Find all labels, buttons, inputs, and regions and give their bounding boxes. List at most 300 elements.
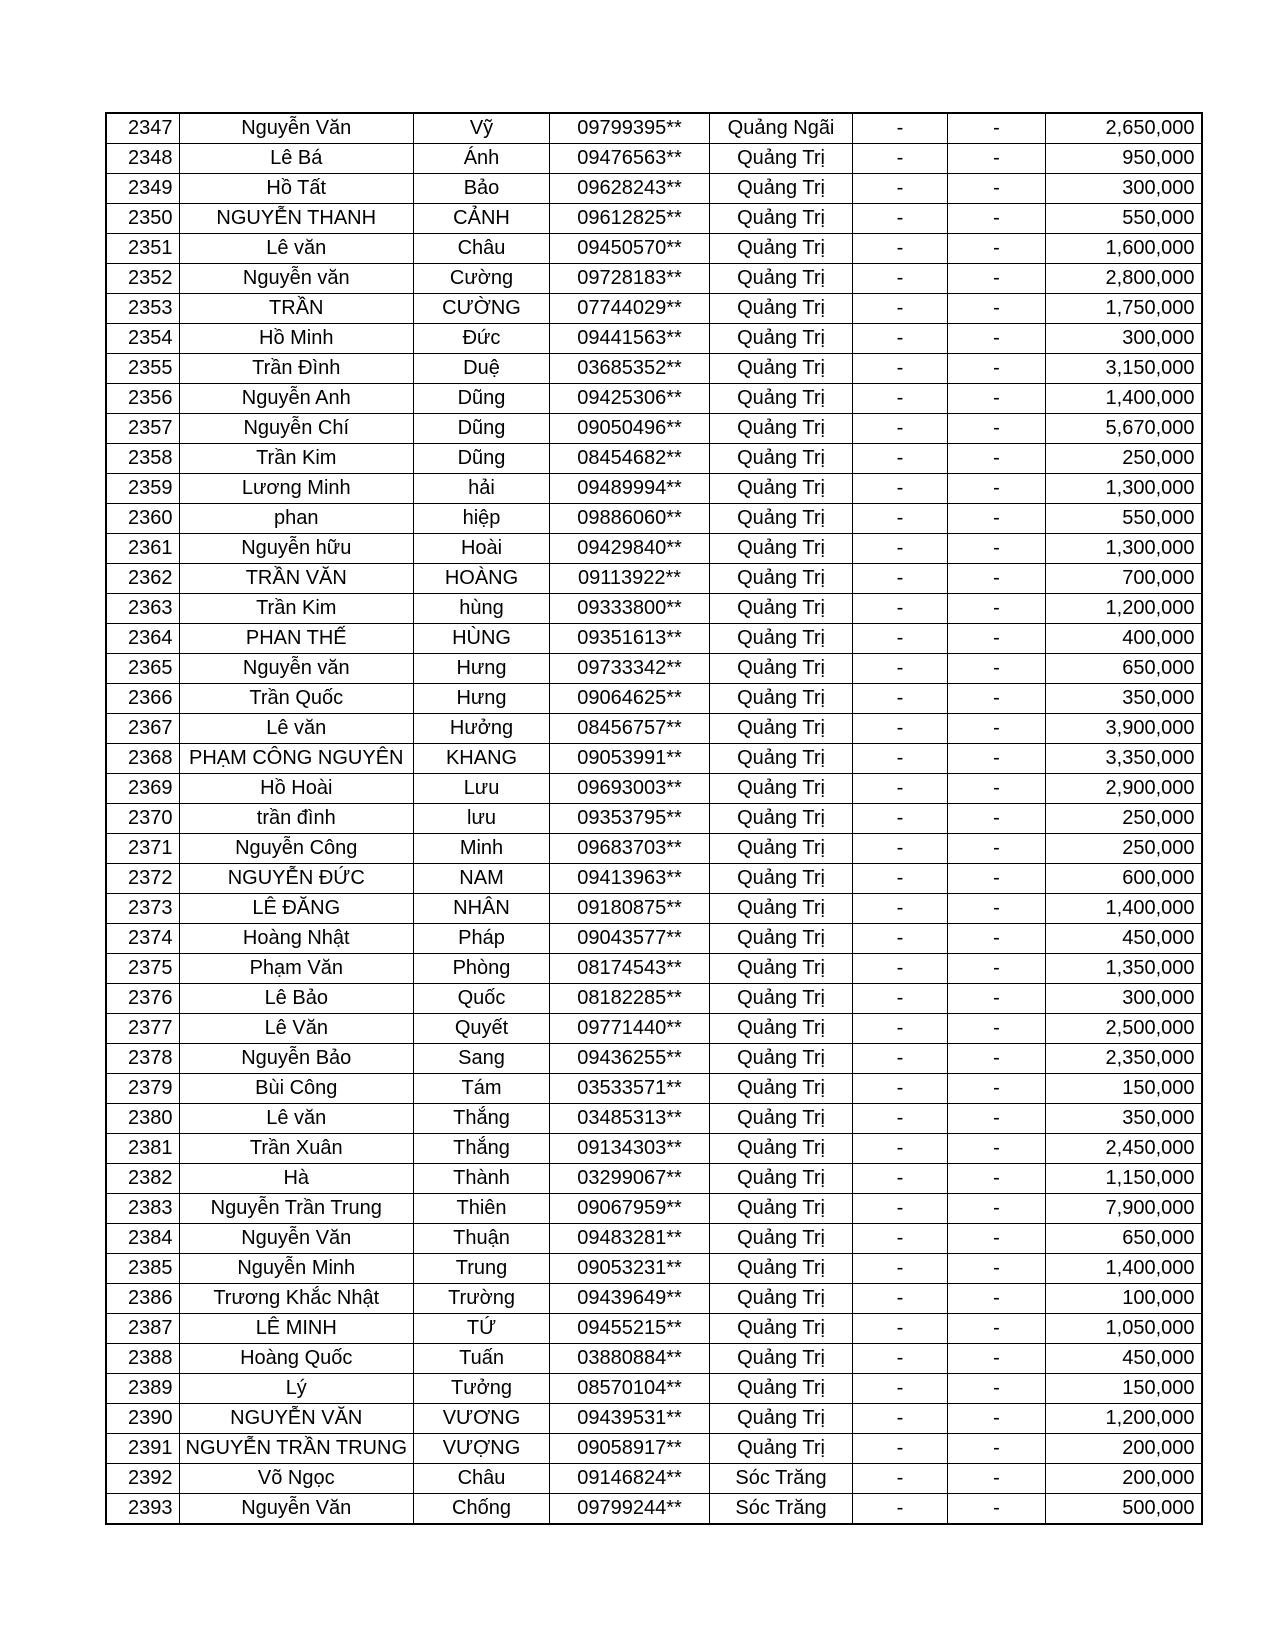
empty-column-a-cell: - <box>853 624 948 654</box>
row-number-cell: 2349 <box>106 174 179 204</box>
row-number-cell: 2391 <box>106 1434 179 1464</box>
table-row <box>106 954 1202 984</box>
given-name-cell: CẢNH <box>414 204 550 234</box>
last-middle-name-cell: Bùi Công <box>179 1074 414 1104</box>
province-cell: Quảng Trị <box>710 774 853 804</box>
empty-column-b-cell: - <box>948 294 1046 324</box>
given-name-cell: Hưởng <box>414 714 550 744</box>
row-number-cell: 2347 <box>106 113 179 144</box>
phone-number-cell: 09425306** <box>550 384 710 414</box>
province-cell: Quảng Trị <box>710 744 853 774</box>
last-middle-name-cell: Nguyễn Công <box>179 834 414 864</box>
given-name-cell: hiệp <box>414 504 550 534</box>
table-row <box>106 624 1202 654</box>
row-number-cell: 2369 <box>106 774 179 804</box>
amount-cell: 100,000 <box>1046 1284 1202 1314</box>
table-row <box>106 594 1202 624</box>
given-name-cell: Châu <box>414 1464 550 1494</box>
province-cell: Quảng Trị <box>710 714 853 744</box>
phone-number-cell: 09439531** <box>550 1404 710 1434</box>
empty-column-b-cell: - <box>948 1464 1046 1494</box>
given-name-cell: KHANG <box>414 744 550 774</box>
empty-column-a-cell: - <box>853 264 948 294</box>
empty-column-a-cell: - <box>853 654 948 684</box>
row-number-cell: 2368 <box>106 744 179 774</box>
province-cell: Quảng Trị <box>710 1014 853 1044</box>
row-number-cell: 2373 <box>106 894 179 924</box>
phone-number-cell: 09450570** <box>550 234 710 264</box>
row-number-cell: 2355 <box>106 354 179 384</box>
empty-column-b-cell: - <box>948 1134 1046 1164</box>
phone-number-cell: 09476563** <box>550 144 710 174</box>
table-row <box>106 924 1202 954</box>
empty-column-b-cell: - <box>948 1314 1046 1344</box>
empty-column-b-cell: - <box>948 1254 1046 1284</box>
empty-column-a-cell: - <box>853 684 948 714</box>
row-number-cell: 2359 <box>106 474 179 504</box>
province-cell: Quảng Trị <box>710 1344 853 1374</box>
empty-column-a-cell: - <box>853 774 948 804</box>
empty-column-a-cell: - <box>853 234 948 264</box>
given-name-cell: Minh <box>414 834 550 864</box>
phone-number-cell: 09429840** <box>550 534 710 564</box>
given-name-cell: Dũng <box>414 384 550 414</box>
amount-cell: 7,900,000 <box>1046 1194 1202 1224</box>
amount-cell: 1,600,000 <box>1046 234 1202 264</box>
phone-number-cell: 09693003** <box>550 774 710 804</box>
phone-number-cell: 09067959** <box>550 1194 710 1224</box>
given-name-cell: TỨ <box>414 1314 550 1344</box>
last-middle-name-cell: Hoàng Nhật <box>179 924 414 954</box>
table-row <box>106 1164 1202 1194</box>
province-cell: Quảng Trị <box>710 1134 853 1164</box>
province-cell: Quảng Trị <box>710 264 853 294</box>
empty-column-a-cell: - <box>853 1014 948 1044</box>
given-name-cell: Vỹ <box>414 113 550 144</box>
amount-cell: 5,670,000 <box>1046 414 1202 444</box>
empty-column-b-cell: - <box>948 864 1046 894</box>
row-number-cell: 2366 <box>106 684 179 714</box>
table-row <box>106 894 1202 924</box>
given-name-cell: Tưởng <box>414 1374 550 1404</box>
empty-column-b-cell: - <box>948 204 1046 234</box>
province-cell: Quảng Trị <box>710 654 853 684</box>
table-row <box>106 174 1202 204</box>
row-number-cell: 2375 <box>106 954 179 984</box>
last-middle-name-cell: trần đình <box>179 804 414 834</box>
row-number-cell: 2378 <box>106 1044 179 1074</box>
table-row <box>106 1284 1202 1314</box>
last-middle-name-cell: Trần Xuân <box>179 1134 414 1164</box>
last-middle-name-cell: Lương Minh <box>179 474 414 504</box>
given-name-cell: Quyết <box>414 1014 550 1044</box>
last-middle-name-cell: Lê Bảo <box>179 984 414 1014</box>
given-name-cell: Cường <box>414 264 550 294</box>
row-number-cell: 2361 <box>106 534 179 564</box>
given-name-cell: Pháp <box>414 924 550 954</box>
phone-number-cell: 08570104** <box>550 1374 710 1404</box>
amount-cell: 550,000 <box>1046 504 1202 534</box>
province-cell: Quảng Trị <box>710 864 853 894</box>
table-row <box>106 984 1202 1014</box>
table-row <box>106 113 1202 144</box>
province-cell: Quảng Trị <box>710 144 853 174</box>
last-middle-name-cell: Lý <box>179 1374 414 1404</box>
empty-column-b-cell: - <box>948 1044 1046 1074</box>
empty-column-a-cell: - <box>853 1344 948 1374</box>
row-number-cell: 2379 <box>106 1074 179 1104</box>
empty-column-b-cell: - <box>948 594 1046 624</box>
row-number-cell: 2367 <box>106 714 179 744</box>
amount-cell: 1,050,000 <box>1046 1314 1202 1344</box>
phone-number-cell: 09064625** <box>550 684 710 714</box>
phone-number-cell: 03685352** <box>550 354 710 384</box>
empty-column-b-cell: - <box>948 1224 1046 1254</box>
empty-column-b-cell: - <box>948 984 1046 1014</box>
phone-number-cell: 09455215** <box>550 1314 710 1344</box>
given-name-cell: Thắng <box>414 1134 550 1164</box>
empty-column-b-cell: - <box>948 113 1046 144</box>
last-middle-name-cell: Nguyễn Văn <box>179 113 414 144</box>
phone-number-cell: 09050496** <box>550 414 710 444</box>
empty-column-a-cell: - <box>853 804 948 834</box>
empty-column-a-cell: - <box>853 174 948 204</box>
last-middle-name-cell: Hồ Hoài <box>179 774 414 804</box>
table-row <box>106 384 1202 414</box>
table-row <box>106 504 1202 534</box>
empty-column-a-cell: - <box>853 294 948 324</box>
empty-column-b-cell: - <box>948 444 1046 474</box>
province-cell: Quảng Trị <box>710 1434 853 1464</box>
phone-number-cell: 09413963** <box>550 864 710 894</box>
phone-number-cell: 09771440** <box>550 1014 710 1044</box>
row-number-cell: 2371 <box>106 834 179 864</box>
amount-cell: 350,000 <box>1046 684 1202 714</box>
last-middle-name-cell: Phạm Văn <box>179 954 414 984</box>
table-row <box>106 1044 1202 1074</box>
province-cell: Quảng Trị <box>710 1044 853 1074</box>
last-middle-name-cell: Nguyễn Chí <box>179 414 414 444</box>
row-number-cell: 2376 <box>106 984 179 1014</box>
amount-cell: 150,000 <box>1046 1374 1202 1404</box>
amount-cell: 250,000 <box>1046 834 1202 864</box>
empty-column-a-cell: - <box>853 1314 948 1344</box>
empty-column-b-cell: - <box>948 654 1046 684</box>
last-middle-name-cell: Nguyễn Anh <box>179 384 414 414</box>
phone-number-cell: 09683703** <box>550 834 710 864</box>
empty-column-a-cell: - <box>853 1224 948 1254</box>
last-middle-name-cell: Trần Kim <box>179 444 414 474</box>
last-middle-name-cell: phan <box>179 504 414 534</box>
empty-column-a-cell: - <box>853 1464 948 1494</box>
last-middle-name-cell: Nguyễn Văn <box>179 1224 414 1254</box>
province-cell: Quảng Ngãi <box>710 113 853 144</box>
amount-cell: 1,750,000 <box>1046 294 1202 324</box>
given-name-cell: Sang <box>414 1044 550 1074</box>
empty-column-b-cell: - <box>948 504 1046 534</box>
province-cell: Quảng Trị <box>710 924 853 954</box>
table-row <box>106 1104 1202 1134</box>
given-name-cell: Trung <box>414 1254 550 1284</box>
table-row <box>106 1494 1202 1525</box>
table-row <box>106 1464 1202 1494</box>
given-name-cell: Duệ <box>414 354 550 384</box>
phone-number-cell: 09351613** <box>550 624 710 654</box>
row-number-cell: 2386 <box>106 1284 179 1314</box>
phone-number-cell: 09436255** <box>550 1044 710 1074</box>
province-cell: Quảng Trị <box>710 504 853 534</box>
empty-column-a-cell: - <box>853 894 948 924</box>
empty-column-a-cell: - <box>853 204 948 234</box>
given-name-cell: Hưng <box>414 654 550 684</box>
last-middle-name-cell: Nguyễn văn <box>179 654 414 684</box>
row-number-cell: 2380 <box>106 1104 179 1134</box>
table-row <box>106 1344 1202 1374</box>
phone-number-cell: 09728183** <box>550 264 710 294</box>
empty-column-b-cell: - <box>948 1284 1046 1314</box>
row-number-cell: 2388 <box>106 1344 179 1374</box>
empty-column-a-cell: - <box>853 1404 948 1434</box>
amount-cell: 350,000 <box>1046 1104 1202 1134</box>
province-cell: Quảng Trị <box>710 354 853 384</box>
amount-cell: 3,900,000 <box>1046 714 1202 744</box>
amount-cell: 650,000 <box>1046 1224 1202 1254</box>
empty-column-a-cell: - <box>853 714 948 744</box>
row-number-cell: 2387 <box>106 1314 179 1344</box>
province-cell: Quảng Trị <box>710 324 853 354</box>
amount-cell: 400,000 <box>1046 624 1202 654</box>
empty-column-a-cell: - <box>853 1044 948 1074</box>
last-middle-name-cell: NGUYỄN THANH <box>179 204 414 234</box>
empty-column-a-cell: - <box>853 444 948 474</box>
province-cell: Quảng Trị <box>710 1374 853 1404</box>
table-row <box>106 1404 1202 1434</box>
amount-cell: 450,000 <box>1046 1344 1202 1374</box>
row-number-cell: 2357 <box>106 414 179 444</box>
empty-column-b-cell: - <box>948 384 1046 414</box>
table-row <box>106 1014 1202 1044</box>
given-name-cell: Bảo <box>414 174 550 204</box>
phone-number-cell: 09353795** <box>550 804 710 834</box>
row-number-cell: 2370 <box>106 804 179 834</box>
last-middle-name-cell: PHẠM CÔNG NGUYÊN <box>179 744 414 774</box>
province-cell: Quảng Trị <box>710 624 853 654</box>
amount-cell: 1,400,000 <box>1046 384 1202 414</box>
table-row <box>106 1434 1202 1464</box>
given-name-cell: Thiên <box>414 1194 550 1224</box>
phone-number-cell: 09053231** <box>550 1254 710 1284</box>
last-middle-name-cell: Hồ Tất <box>179 174 414 204</box>
last-middle-name-cell: LÊ MINH <box>179 1314 414 1344</box>
row-number-cell: 2351 <box>106 234 179 264</box>
row-number-cell: 2352 <box>106 264 179 294</box>
phone-number-cell: 09053991** <box>550 744 710 774</box>
row-number-cell: 2393 <box>106 1494 179 1525</box>
phone-number-cell: 08456757** <box>550 714 710 744</box>
empty-column-a-cell: - <box>853 384 948 414</box>
table-row <box>106 1224 1202 1254</box>
table-row <box>106 564 1202 594</box>
row-number-cell: 2358 <box>106 444 179 474</box>
amount-cell: 3,350,000 <box>1046 744 1202 774</box>
empty-column-b-cell: - <box>948 474 1046 504</box>
given-name-cell: VƯỢNG <box>414 1434 550 1464</box>
phone-number-cell: 09799395** <box>550 113 710 144</box>
given-name-cell: Hưng <box>414 684 550 714</box>
amount-cell: 250,000 <box>1046 804 1202 834</box>
phone-number-cell: 09058917** <box>550 1434 710 1464</box>
amount-cell: 150,000 <box>1046 1074 1202 1104</box>
province-cell: Quảng Trị <box>710 1164 853 1194</box>
given-name-cell: Tám <box>414 1074 550 1104</box>
given-name-cell: Thành <box>414 1164 550 1194</box>
amount-cell: 200,000 <box>1046 1434 1202 1464</box>
last-middle-name-cell: TRẦN <box>179 294 414 324</box>
amount-cell: 1,300,000 <box>1046 534 1202 564</box>
row-number-cell: 2374 <box>106 924 179 954</box>
phone-number-cell: 08454682** <box>550 444 710 474</box>
empty-column-b-cell: - <box>948 1374 1046 1404</box>
province-cell: Quảng Trị <box>710 1404 853 1434</box>
empty-column-b-cell: - <box>948 534 1046 564</box>
phone-number-cell: 09134303** <box>550 1134 710 1164</box>
amount-cell: 700,000 <box>1046 564 1202 594</box>
table-row <box>106 354 1202 384</box>
empty-column-b-cell: - <box>948 624 1046 654</box>
empty-column-a-cell: - <box>853 1494 948 1525</box>
table-row <box>106 1134 1202 1164</box>
province-cell: Quảng Trị <box>710 384 853 414</box>
last-middle-name-cell: LÊ ĐĂNG <box>179 894 414 924</box>
empty-column-b-cell: - <box>948 804 1046 834</box>
amount-cell: 200,000 <box>1046 1464 1202 1494</box>
table-row <box>106 534 1202 564</box>
empty-column-a-cell: - <box>853 744 948 774</box>
last-middle-name-cell: Nguyễn Văn <box>179 1494 414 1525</box>
province-cell: Quảng Trị <box>710 594 853 624</box>
empty-column-b-cell: - <box>948 1014 1046 1044</box>
table-row <box>106 654 1202 684</box>
given-name-cell: Ánh <box>414 144 550 174</box>
province-cell: Quảng Trị <box>710 1254 853 1284</box>
last-middle-name-cell: Lê Văn <box>179 1014 414 1044</box>
province-cell: Quảng Trị <box>710 294 853 324</box>
province-cell: Quảng Trị <box>710 534 853 564</box>
phone-number-cell: 09489994** <box>550 474 710 504</box>
phone-number-cell: 09799244** <box>550 1494 710 1525</box>
given-name-cell: Phòng <box>414 954 550 984</box>
table-row <box>106 444 1202 474</box>
last-middle-name-cell: Trương Khắc Nhật <box>179 1284 414 1314</box>
given-name-cell: NAM <box>414 864 550 894</box>
empty-column-b-cell: - <box>948 1104 1046 1134</box>
phone-number-cell: 09113922** <box>550 564 710 594</box>
row-number-cell: 2364 <box>106 624 179 654</box>
amount-cell: 2,900,000 <box>1046 774 1202 804</box>
province-cell: Quảng Trị <box>710 894 853 924</box>
phone-number-cell: 09483281** <box>550 1224 710 1254</box>
province-cell: Quảng Trị <box>710 834 853 864</box>
table-row <box>106 1374 1202 1404</box>
amount-cell: 250,000 <box>1046 444 1202 474</box>
table-row <box>106 294 1202 324</box>
phone-number-cell: 07744029** <box>550 294 710 324</box>
empty-column-b-cell: - <box>948 564 1046 594</box>
empty-column-a-cell: - <box>853 594 948 624</box>
row-number-cell: 2390 <box>106 1404 179 1434</box>
empty-column-b-cell: - <box>948 264 1046 294</box>
province-cell: Quảng Trị <box>710 1284 853 1314</box>
phone-number-cell: 09439649** <box>550 1284 710 1314</box>
empty-column-b-cell: - <box>948 954 1046 984</box>
empty-column-b-cell: - <box>948 1074 1046 1104</box>
phone-number-cell: 08174543** <box>550 954 710 984</box>
last-middle-name-cell: Nguyễn hữu <box>179 534 414 564</box>
row-number-cell: 2362 <box>106 564 179 594</box>
given-name-cell: Chống <box>414 1494 550 1525</box>
table-row <box>106 234 1202 264</box>
amount-cell: 300,000 <box>1046 174 1202 204</box>
row-number-cell: 2384 <box>106 1224 179 1254</box>
phone-number-cell: 09886060** <box>550 504 710 534</box>
table-row <box>106 264 1202 294</box>
amount-cell: 1,200,000 <box>1046 594 1202 624</box>
phone-number-cell: 09043577** <box>550 924 710 954</box>
empty-column-a-cell: - <box>853 1164 948 1194</box>
phone-number-cell: 09180875** <box>550 894 710 924</box>
empty-column-b-cell: - <box>948 774 1046 804</box>
table-row <box>106 1314 1202 1344</box>
given-name-cell: Tuấn <box>414 1344 550 1374</box>
empty-column-b-cell: - <box>948 144 1046 174</box>
table-row <box>106 204 1202 234</box>
given-name-cell: VƯƠNG <box>414 1404 550 1434</box>
row-number-cell: 2377 <box>106 1014 179 1044</box>
empty-column-a-cell: - <box>853 354 948 384</box>
donor-table <box>105 112 1203 1525</box>
province-cell: Sóc Trăng <box>710 1464 853 1494</box>
given-name-cell: Dũng <box>414 444 550 474</box>
given-name-cell: Quốc <box>414 984 550 1014</box>
amount-cell: 450,000 <box>1046 924 1202 954</box>
last-middle-name-cell: Nguyễn văn <box>179 264 414 294</box>
row-number-cell: 2363 <box>106 594 179 624</box>
row-number-cell: 2389 <box>106 1374 179 1404</box>
last-middle-name-cell: Võ Ngọc <box>179 1464 414 1494</box>
row-number-cell: 2365 <box>106 654 179 684</box>
empty-column-a-cell: - <box>853 924 948 954</box>
empty-column-b-cell: - <box>948 1434 1046 1464</box>
table-row <box>106 714 1202 744</box>
province-cell: Quảng Trị <box>710 234 853 264</box>
empty-column-a-cell: - <box>853 504 948 534</box>
amount-cell: 2,450,000 <box>1046 1134 1202 1164</box>
amount-cell: 500,000 <box>1046 1494 1202 1525</box>
phone-number-cell: 08182285** <box>550 984 710 1014</box>
given-name-cell: HOÀNG <box>414 564 550 594</box>
phone-number-cell: 09733342** <box>550 654 710 684</box>
last-middle-name-cell: Hà <box>179 1164 414 1194</box>
empty-column-a-cell: - <box>853 474 948 504</box>
table-row <box>106 1194 1202 1224</box>
amount-cell: 650,000 <box>1046 654 1202 684</box>
province-cell: Quảng Trị <box>710 984 853 1014</box>
last-middle-name-cell: Lê Bá <box>179 144 414 174</box>
empty-column-a-cell: - <box>853 834 948 864</box>
empty-column-b-cell: - <box>948 354 1046 384</box>
amount-cell: 1,350,000 <box>1046 954 1202 984</box>
empty-column-b-cell: - <box>948 744 1046 774</box>
